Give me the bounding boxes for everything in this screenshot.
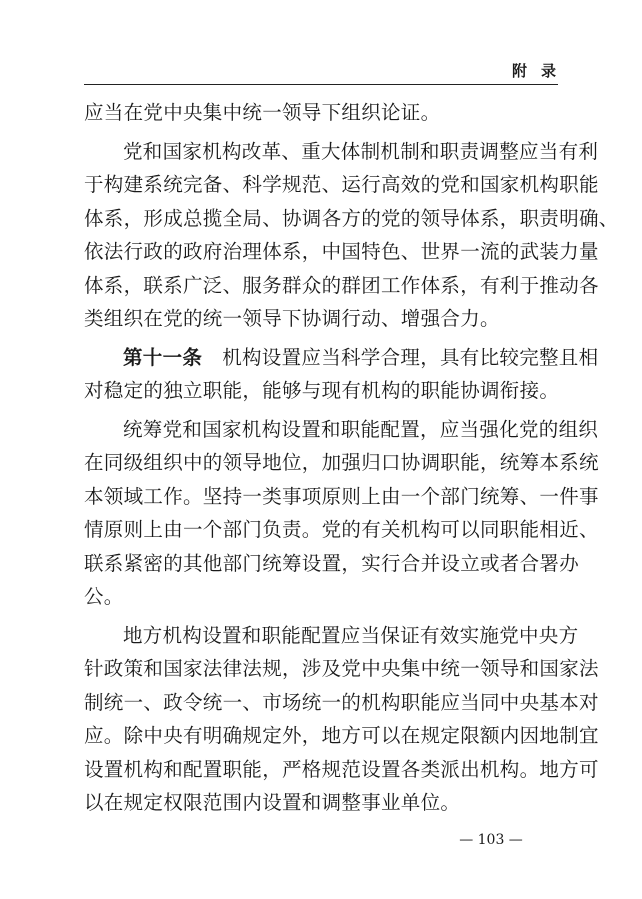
text-line: 应。除中央有明确规定外，地方可以在规定限额内因地制宜 bbox=[84, 724, 599, 747]
article-text: 机构设置应当科学合理，具有比较完整且相 bbox=[222, 345, 599, 369]
page-number: — 103 — bbox=[459, 832, 523, 848]
paragraph-local-institutions bbox=[84, 619, 599, 820]
article-eleven bbox=[84, 341, 599, 408]
text-line: 统筹党和国家机构设置和职能配置，应当强化党的组织 bbox=[123, 417, 599, 441]
text-line: 体系，形成总揽全局、协调各方的党的领导体系，职责明确、 bbox=[84, 206, 619, 230]
text-line: 地方机构设置和职能配置应当保证有效实施党中央方 bbox=[123, 623, 579, 647]
running-header bbox=[84, 58, 570, 85]
text-line: 情原则上由一个部门负责。党的有关机构可以同职能相近、 bbox=[84, 518, 599, 541]
text-line: 针政策和国家法律法规，涉及党中央集中统一领导和国家法 bbox=[84, 657, 599, 680]
text-line: 党和国家机构改革、重大体制机制和职责调整应当有利 bbox=[123, 139, 599, 163]
paragraph-reform-principles bbox=[84, 135, 619, 336]
text-line: 依法行政的政府治理体系，中国特色、世界一流的武装力量 bbox=[84, 240, 599, 263]
text-line: 设置机构和配置职能，严格规范设置各类派出机构。地方可 bbox=[84, 757, 599, 781]
paragraph-coordination bbox=[84, 413, 599, 614]
text-line: 制统一、政令统一、市场统一的机构职能应当同中央基本对 bbox=[84, 690, 599, 714]
text-line: 本领域工作。坚持一类事项原则上由一个部门统筹、一件事 bbox=[84, 484, 599, 508]
text-line: 体系，联系广泛、服务群众的群团工作体系，有利于推动各 bbox=[84, 273, 599, 297]
text-line: 在同级组织中的领导地位，加强归口协调职能，统筹本系统 bbox=[84, 451, 599, 474]
article-title: 第十一条 bbox=[123, 345, 203, 369]
text-line: 以在规定权限范围内设置和调整事业单位。 bbox=[84, 791, 461, 814]
section-label: 附录 bbox=[511, 62, 570, 80]
text-line: 联系紧密的其他部门统筹设置，实行合并设立或者合署办 bbox=[84, 551, 580, 575]
paragraph-continuation bbox=[84, 96, 558, 130]
page-body bbox=[84, 96, 619, 820]
text-line: 类组织在党的统一领导下协调行动、增强合力。 bbox=[84, 307, 500, 330]
text-line: 对稳定的独立职能，能够与现有机构的职能协调衔接。 bbox=[84, 379, 560, 402]
text-line: 应当在党中央集中统一领导下组织论证。 bbox=[84, 101, 441, 124]
text-line bbox=[84, 341, 599, 375]
text-line: 于构建系统完备、科学规范、运行高效的党和国家机构职能 bbox=[84, 173, 599, 196]
text-line: 公。 bbox=[84, 585, 124, 608]
